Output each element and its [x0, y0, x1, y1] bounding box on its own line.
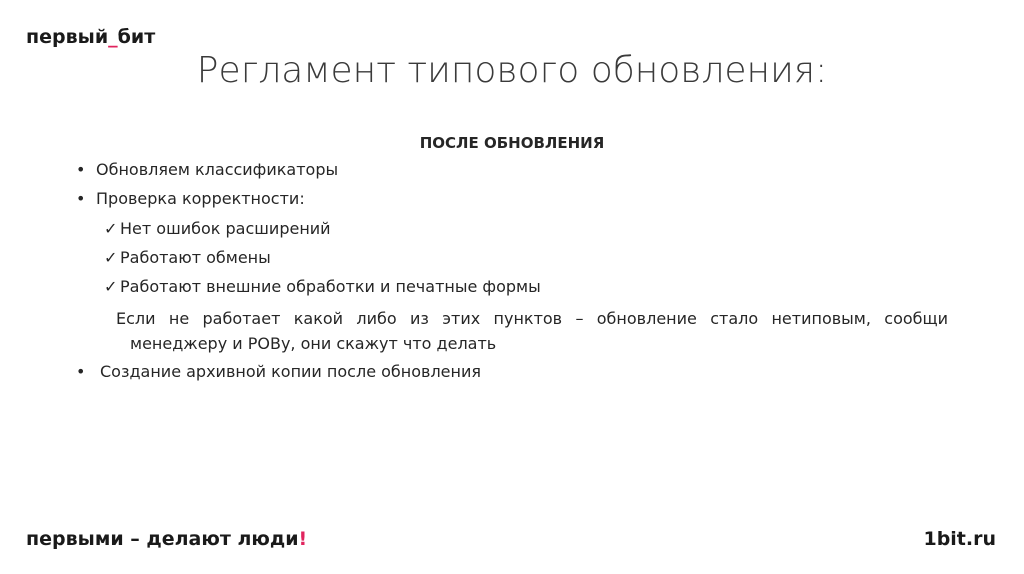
checkmark-icon: ✓	[104, 219, 118, 238]
bullet-icon: •	[76, 189, 86, 208]
check-text: Работают обмены	[120, 248, 271, 267]
section-subheading: ПОСЛЕ ОБНОВЛЕНИЯ	[419, 134, 605, 152]
note-line-2: менеджеру и РОВу, они скажут что делать	[130, 334, 497, 353]
checkmark-icon: ✓	[104, 277, 118, 296]
check-item	[104, 219, 331, 238]
bullet-icon: •	[76, 160, 86, 179]
check-text: Нет ошибок расширений	[120, 219, 331, 238]
bullet-icon: •	[76, 362, 86, 381]
logo-text-pre: первый	[26, 26, 109, 48]
note-line-1: Если не работает какой либо из этих пунктов – обновление стало нетиповым, сообщи	[116, 309, 948, 328]
bullet-item	[76, 160, 338, 179]
note-paragraph	[116, 306, 948, 356]
bullet-item	[76, 362, 481, 381]
logo-accent-mark: _	[108, 26, 118, 48]
footer-site-link: 1bit.ru	[923, 528, 996, 550]
bullet-text: Проверка корректности:	[96, 189, 305, 208]
footer-slogan	[26, 528, 307, 550]
check-item	[104, 248, 271, 267]
checkmark-icon: ✓	[104, 248, 118, 267]
bullet-item	[76, 189, 305, 208]
bullet-text: Обновляем классификаторы	[96, 160, 339, 179]
logo-text-post: бит	[117, 26, 156, 48]
brand-logo	[26, 26, 155, 48]
slogan-text: первыми – делают люди	[26, 528, 299, 550]
bullet-text: Создание архивной копии после обновления	[100, 362, 482, 381]
check-text: Работают внешние обработки и печатные формы	[120, 277, 541, 296]
slogan-accent-mark: !	[298, 528, 308, 550]
slide-title: Регламент типового обновления:	[196, 50, 828, 91]
check-item	[104, 277, 541, 296]
